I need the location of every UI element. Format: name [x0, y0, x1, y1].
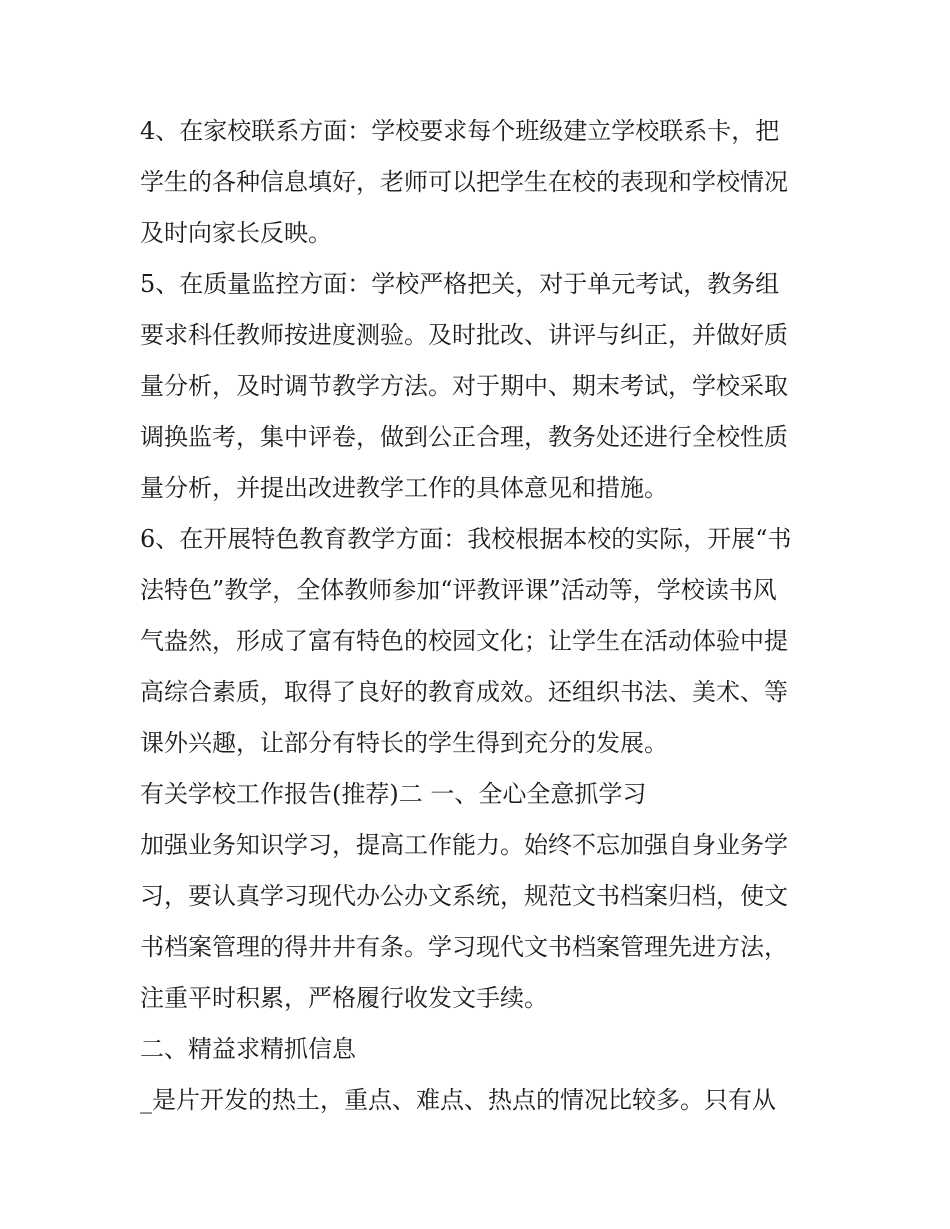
text-line: 6、在开展特色教育教学方面：我校根据本校的实际，开展“书: [140, 525, 792, 553]
heading-line: 二、精益求精抓信息: [140, 1035, 356, 1063]
text-line: 书档案管理的得井井有条。学习现代文书档案管理先进方法，: [140, 933, 788, 961]
text-line: 及时向家长反映。: [140, 219, 332, 247]
heading-line: 有关学校工作报告(推荐)二 一、全心全意抓学习: [140, 780, 647, 808]
text-line: 5、在质量监控方面：学校严格把关，对于单元考试，教务组: [140, 270, 780, 298]
text-line: 课外兴趣，让部分有特长的学生得到充分的发展。: [140, 729, 668, 757]
paragraph-business-study: [140, 820, 820, 1024]
text-line: 高综合素质，取得了良好的教育成效。还组织书法、美术、等: [140, 678, 788, 706]
section-heading-report-two: [140, 769, 820, 820]
text-line: 法特色”教学，全体教师参加“评教评课”活动等，学校读书风: [140, 576, 777, 604]
text-line: _是片开发的热土，重点、难点、热点的情况比较多。只有从: [140, 1086, 776, 1114]
text-line: 调换监考，集中评卷，做到公正合理，教务处还进行全校性质: [140, 423, 788, 451]
text-line: 4、在家校联系方面：学校要求每个班级建立学校联系卡，把: [140, 117, 780, 145]
section-heading-information: [140, 1024, 820, 1075]
text-line: 注重平时积累，严格履行收发文手续。: [140, 984, 548, 1012]
text-line: 学生的各种信息填好，老师可以把学生在校的表现和学校情况: [140, 168, 788, 196]
text-line: 量分析，及时调节教学方法。对于期中、期末考试，学校采取: [140, 372, 788, 400]
document-body: [140, 106, 820, 1126]
paragraph-home-school-contact: [140, 106, 820, 259]
text-line: 加强业务知识学习，提高工作能力。始终不忘加强自身业务学: [140, 831, 788, 859]
text-line: 量分析，并提出改进教学工作的具体意见和措施。: [140, 474, 668, 502]
text-line: 习，要认真学习现代办公办文系统，规范文书档案归档，使文: [140, 882, 788, 910]
text-line: 要求科任教师按进度测验。及时批改、讲评与纠正，并做好质: [140, 321, 788, 349]
paragraph-hotspot-intro: [140, 1075, 820, 1126]
paragraph-featured-education: [140, 514, 820, 769]
text-line: 气盎然，形成了富有特色的校园文化；让学生在活动体验中提: [140, 627, 788, 655]
paragraph-quality-monitoring: [140, 259, 820, 514]
